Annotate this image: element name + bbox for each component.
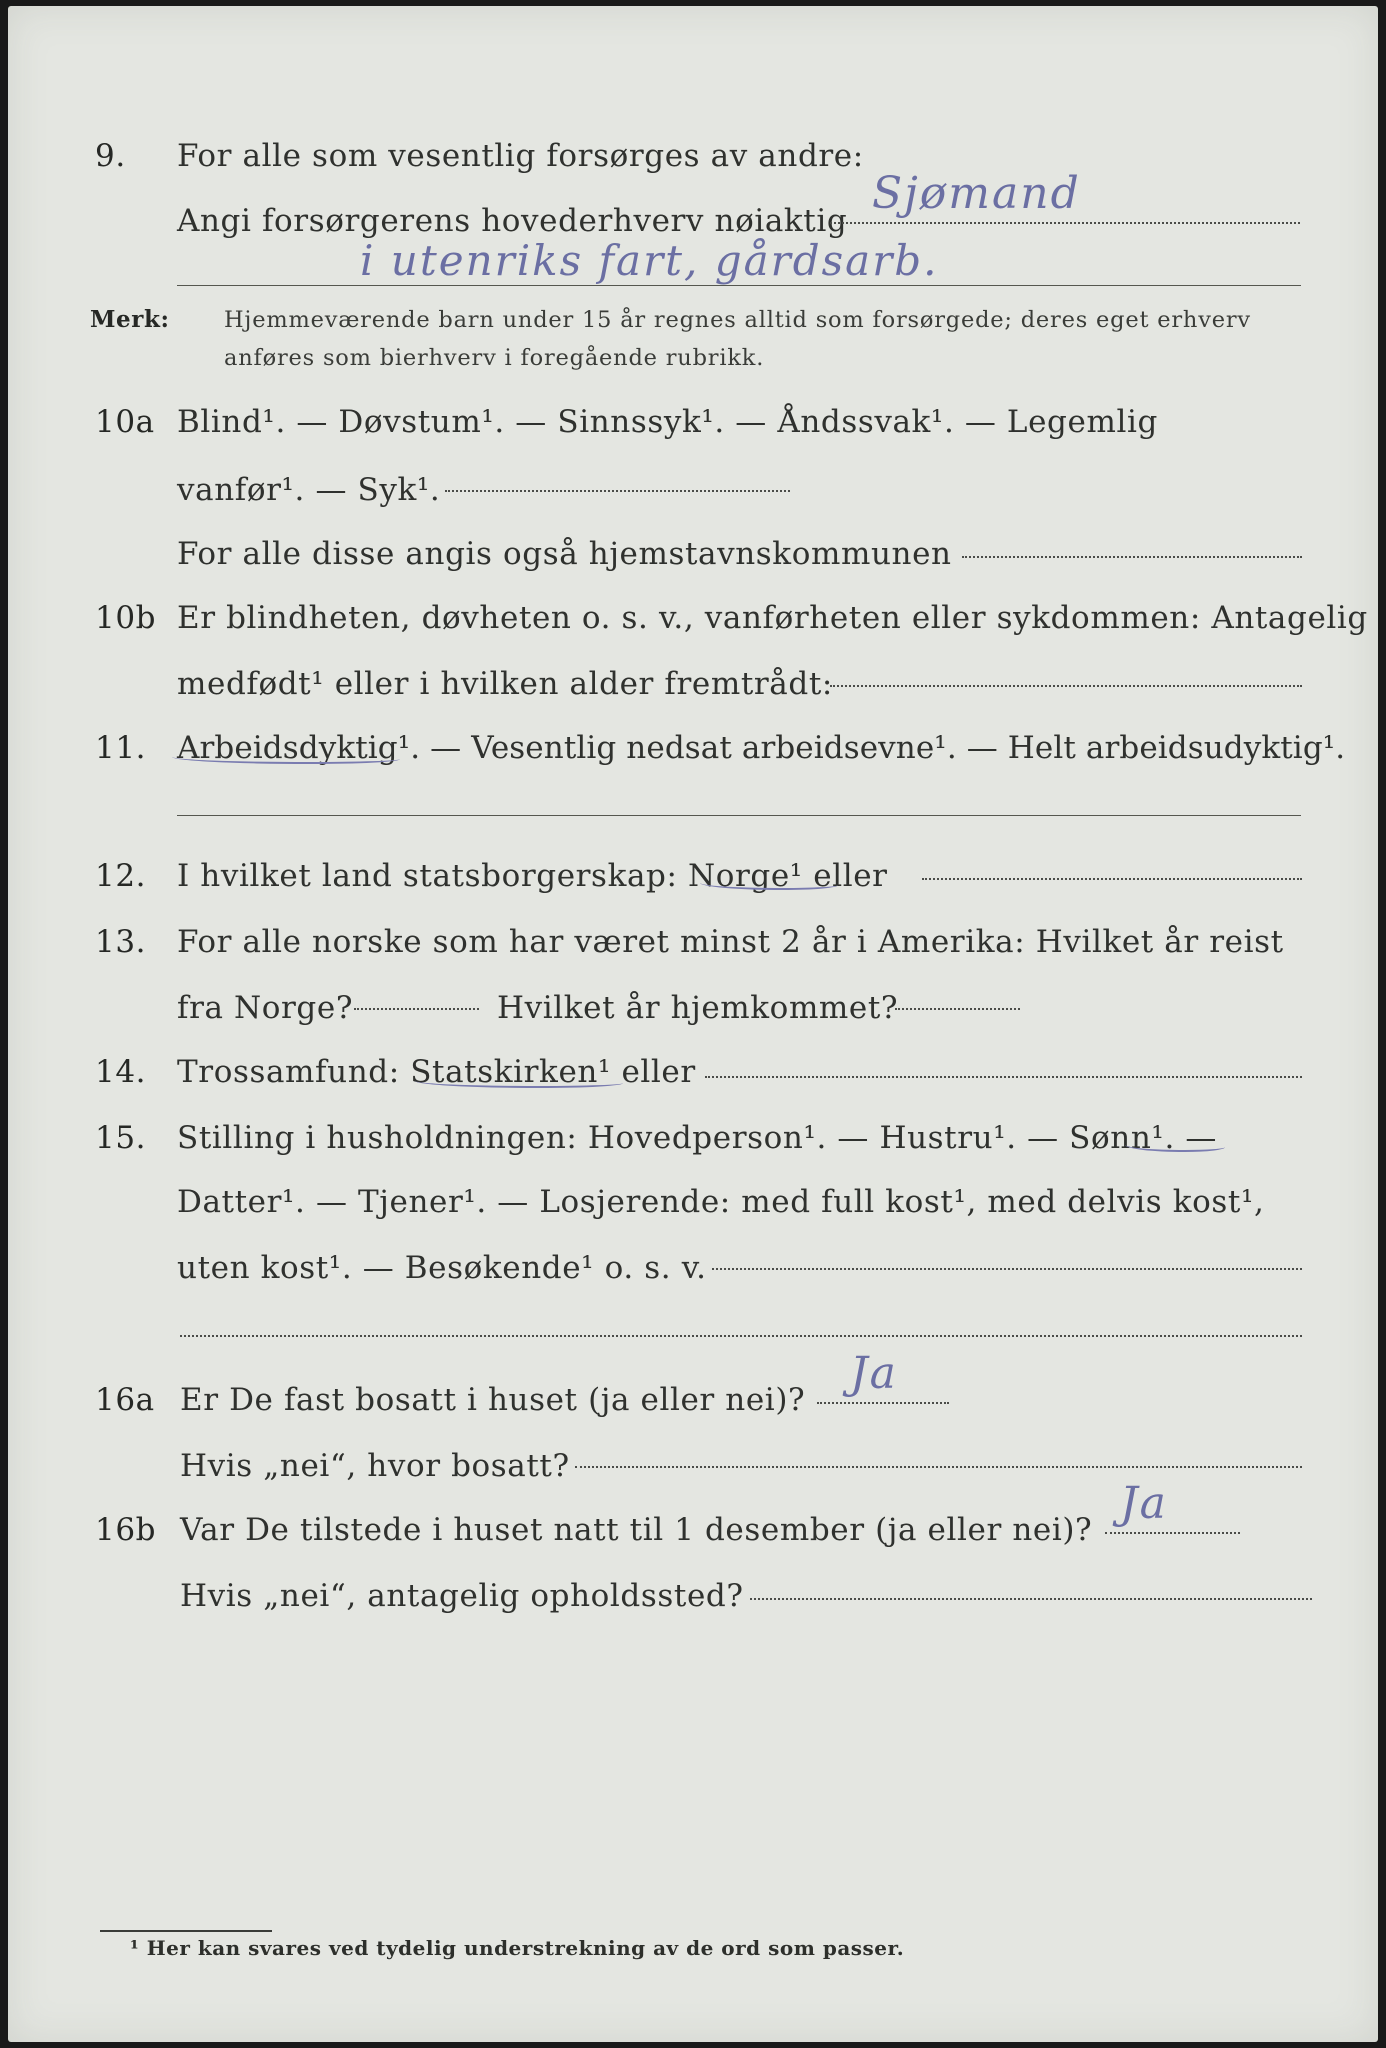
handwritten-answer: Sjømand xyxy=(872,168,1081,219)
answer-line xyxy=(895,1008,1020,1010)
question-text: medfødt¹ eller i hvilken alder fremtrådt: xyxy=(177,666,833,702)
question-text: Hvilket år hjemkommet? xyxy=(497,990,899,1026)
question-15-line-3 xyxy=(0,1242,1386,1298)
question-number: 15. xyxy=(95,1120,147,1156)
footnote-rule xyxy=(100,1930,272,1932)
question-text: I hvilket land statsborgerskap: Norge¹ eller xyxy=(177,858,888,894)
answer-line xyxy=(750,1598,1312,1600)
question-text: Var De tilstede i huset natt til 1 desember (ja eller nei)? xyxy=(180,1512,1093,1548)
question-text: Stilling i husholdningen: Hovedperson¹. — Hustru¹. — Sønn¹. — xyxy=(177,1120,1217,1156)
question-text: Er blindheten, døvheten o. s. v., vanførheten eller sykdommen: Antagelig xyxy=(177,600,1368,636)
question-text: Er De fast bosatt i huset (ja eller nei)? xyxy=(180,1382,806,1418)
question-number: 10b xyxy=(95,600,157,636)
question-10a-line-2 xyxy=(0,464,1386,520)
question-text: vanfør¹. — Syk¹. xyxy=(177,472,441,508)
handwritten-answer: Ja xyxy=(850,1348,898,1399)
answer-line xyxy=(445,490,790,492)
question-number: 12. xyxy=(95,858,147,894)
answer-line xyxy=(830,222,1300,224)
question-number: 10a xyxy=(95,404,155,440)
answer-line xyxy=(1105,1532,1240,1534)
question-number: 13. xyxy=(95,924,147,960)
note-merk-line-2 xyxy=(0,338,1386,394)
question-text: For alle norske som har været minst 2 år i Amerika: Hvilket år reist xyxy=(177,924,1284,960)
note-text: anføres som bierhverv i foregående rubrikk. xyxy=(224,345,765,371)
answer-line xyxy=(817,1402,949,1404)
question-14 xyxy=(0,1046,1386,1102)
question-10b xyxy=(0,592,1386,648)
answer-line xyxy=(177,815,1301,816)
footnote: ¹ Her kan svares ved tydelig understrekning av de ord som passer. xyxy=(130,1936,905,1960)
question-number: 16a xyxy=(95,1382,155,1418)
question-9 xyxy=(0,130,1386,186)
question-16a xyxy=(0,1374,1386,1430)
answer-line xyxy=(180,1335,1302,1337)
question-text: For alle disse angis også hjemstavnskommunen xyxy=(177,536,952,572)
question-text: Trossamfund: Statskirken¹ eller xyxy=(177,1054,696,1090)
answer-line xyxy=(575,1466,1302,1468)
answer-line xyxy=(354,1008,479,1010)
question-number: 14. xyxy=(95,1054,147,1090)
question-text: Hvis „nei“, antagelig opholdssted? xyxy=(180,1578,744,1614)
answer-line xyxy=(712,1268,1302,1270)
question-text: uten kost¹. — Besøkende¹ o. s. v. xyxy=(177,1250,707,1286)
question-10a xyxy=(0,396,1386,452)
answer-line xyxy=(705,1076,1302,1078)
question-13 xyxy=(0,916,1386,972)
question-13-line-2 xyxy=(0,982,1386,1038)
question-text: For alle som vesentlig forsørges av andre: xyxy=(177,138,864,174)
answer-line xyxy=(177,285,1301,286)
answer-line xyxy=(830,685,1302,687)
answer-line xyxy=(962,556,1302,558)
handwritten-answer: i utenriks fart, gårdsarb. xyxy=(360,236,939,285)
question-15-line-2 xyxy=(0,1176,1386,1232)
question-11 xyxy=(0,722,1386,778)
note-label: Merk: xyxy=(90,306,170,333)
note-text: Hjemmeværende barn under 15 år regnes alltid som forsørgede; deres eget erhverv xyxy=(224,307,1251,333)
question-text: Angi forsørgerens hovederhverv nøiaktig xyxy=(177,203,848,239)
question-number: 11. xyxy=(95,730,147,766)
question-text: Arbeidsdyktig¹. — Vesentlig nedsat arbeidsevne¹. — Helt arbeidsudyktig¹. xyxy=(177,730,1346,766)
question-text: Datter¹. — Tjener¹. — Losjerende: med full kost¹, med delvis kost¹, xyxy=(177,1184,1265,1220)
handwritten-answer: Ja xyxy=(1120,1478,1168,1529)
question-text: fra Norge? xyxy=(177,990,354,1026)
question-16a-line-2 xyxy=(0,1440,1386,1496)
answer-line xyxy=(922,878,1302,880)
question-number: 16b xyxy=(95,1512,157,1548)
question-number: 9. xyxy=(95,138,126,174)
question-text: Blind¹. — Døvstum¹. — Sinnssyk¹. — Åndssvak¹. — Legemlig xyxy=(177,404,1158,440)
question-text: Hvis „nei“, hvor bosatt? xyxy=(180,1448,570,1484)
